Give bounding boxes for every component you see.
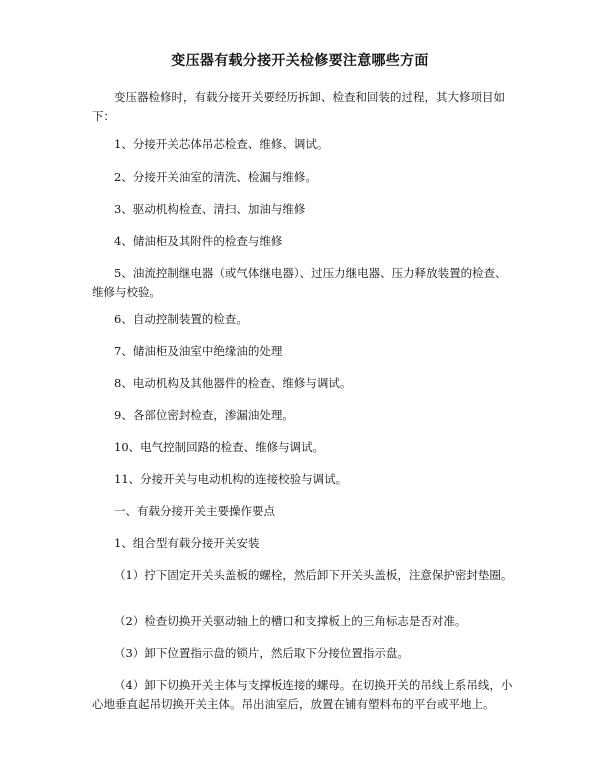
- step-4-paragraph: （4）卸下切换开关主体与支撑板连接的螺母。在切换开关的吊线上系吊线，小心地垂直起吊切换开关主体。吊出油室后，放置在铺有塑料布的平台或平地上。: [92, 678, 513, 711]
- item-1-paragraph: 1、分接开关芯体吊芯检查、维修、调试。: [114, 137, 329, 151]
- item-11-paragraph: 11、分接开关与电动机构的连接校验与调试。: [114, 472, 348, 486]
- item-3-paragraph: 3、驱动机构检查、清扫、加油与维修: [114, 202, 306, 216]
- item-9-paragraph: 9、各部位密封检查，渗漏油处理。: [114, 408, 294, 422]
- item-7-paragraph: 7、储油柜及油室中绝缘油的处理: [114, 344, 283, 358]
- item-2-paragraph: 2、分接开关油室的清洗、检漏与维修。: [114, 170, 317, 184]
- section-heading: 一、有载分接开关主要操作要点: [114, 504, 275, 518]
- item-5-paragraph: 5、油流控制继电器（或气体继电器）、过压力继电器、压力释放装置的检查、维修与校验。: [92, 266, 507, 299]
- subsection-heading: 1、组合型有载分接开关安装: [114, 536, 260, 550]
- item-6-paragraph: 6、自动控制装置的检查。: [114, 312, 248, 326]
- intro-paragraph: 变压器检修时，有载分接开关要经历拆卸、检查和回装的过程，其大修项目如下：: [92, 90, 505, 123]
- item-10-paragraph: 10、电气控制回路的检查、维修与调试。: [114, 440, 325, 454]
- item-8-paragraph: 8、电动机构及其他器件的检查、维修与调试。: [114, 376, 352, 390]
- step-2-paragraph: （2）检查切换开关驱动轴上的槽口和支撑板上的三角标志是否对准。: [114, 614, 467, 628]
- document-title: 变压器有载分接开关检修要注意哪些方面: [171, 53, 429, 69]
- item-4-paragraph: 4、储油柜及其附件的检查与维修: [114, 234, 283, 248]
- step-1-paragraph: （1）拧下固定开关头盖板的螺栓，然后卸下开关头盖板，注意保护密封垫圈。: [114, 568, 513, 582]
- step-3-paragraph: （3）卸下位置指示盘的锁片，然后取下分接位置指示盘。: [114, 646, 409, 660]
